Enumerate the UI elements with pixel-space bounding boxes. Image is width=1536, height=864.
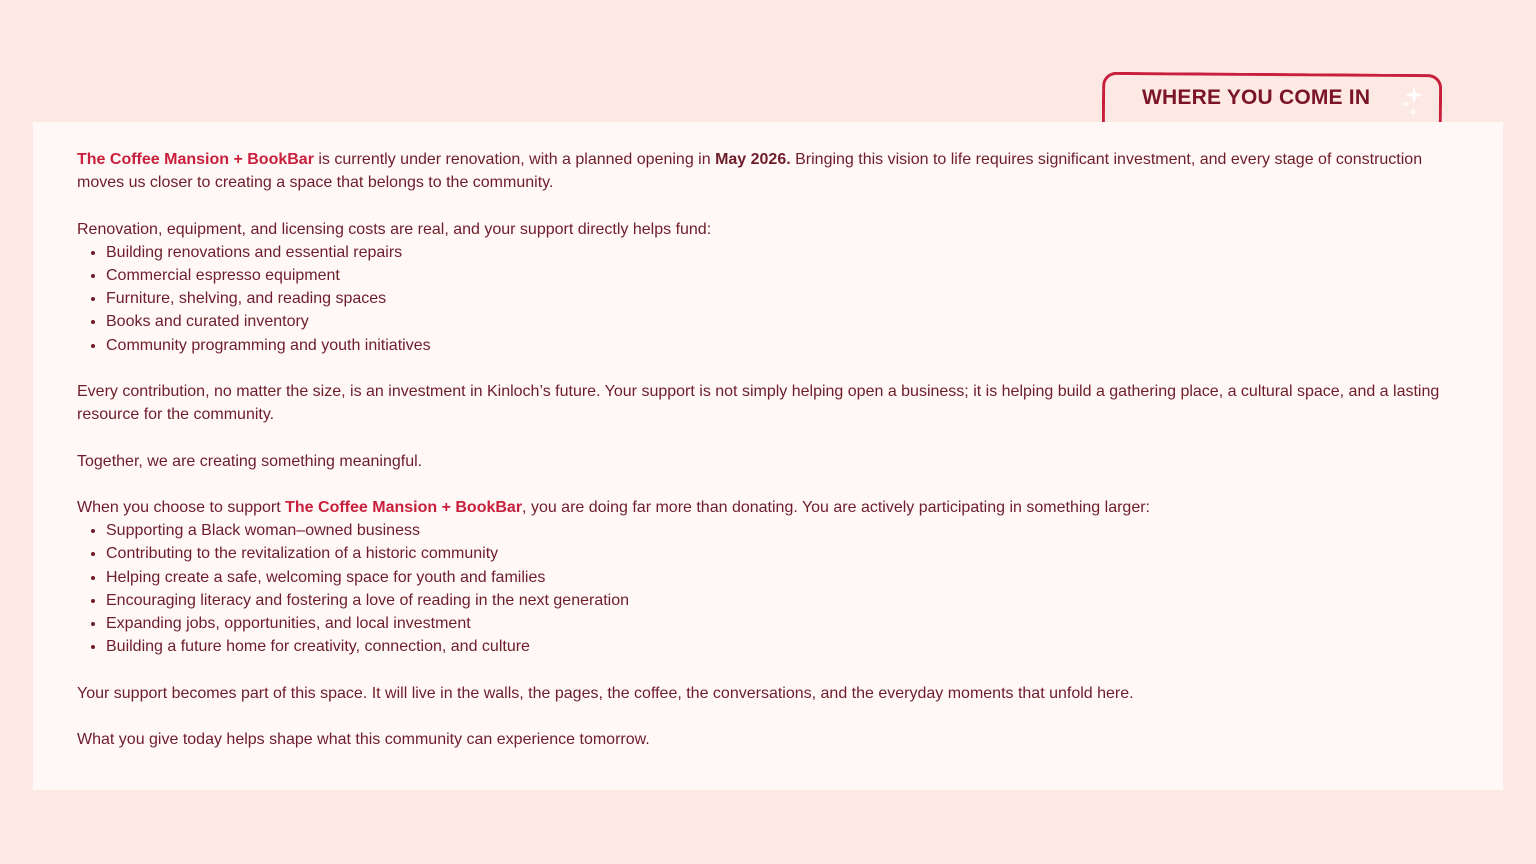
opening-date: May 2026.	[715, 151, 791, 168]
list-item: • Supporting a Black woman–owned business	[106, 519, 1459, 542]
list-item: • Expanding jobs, opportunities, and local investment	[106, 612, 1459, 635]
together-paragraph: Together, we are creating something meaningful.	[77, 452, 423, 470]
list-item: • Books and curated inventory	[106, 310, 1459, 333]
support-lead	[77, 496, 1459, 519]
brand-name: The Coffee Mansion + BookBar	[285, 498, 523, 516]
brand-name: The Coffee Mansion + BookBar	[77, 151, 314, 168]
support-prefix: When you choose to support	[77, 498, 286, 516]
support-list	[77, 519, 1459, 658]
costs-list	[77, 241, 1459, 357]
list-item: • Building renovations and essential repairs	[106, 241, 1459, 264]
costs-lead: Renovation, equipment, and licensing costs are real, and your support directly helps fund:	[77, 220, 712, 238]
content-panel	[33, 122, 1503, 790]
list-item: • Building a future home for creativity, connection, and culture	[106, 635, 1459, 658]
list-item: • Community programming and youth initiatives	[106, 334, 1459, 357]
intro-text-2: Bringing this vision to life requires significant investment, and every stage of construction moves us closer to creating a space that belongs to the community.	[77, 151, 1423, 192]
page-title: WHERE YOU COME IN	[1142, 86, 1371, 109]
list-item: • Commercial espresso equipment	[106, 264, 1459, 287]
intro-text-1: is currently under renovation, with a planned opening in	[313, 151, 716, 168]
list-item: • Encouraging literacy and fostering a love of reading in the next generation	[106, 589, 1459, 612]
list-item: • Contributing to the revitalization of a historic community	[106, 542, 1459, 565]
list-item: • Furniture, shelving, and reading spaces	[106, 287, 1459, 310]
closing-paragraph-2: What you give today helps shape what this community can experience tomorrow.	[77, 730, 650, 748]
closing-paragraph-1: Your support becomes part of this space. It will live in the walls, the pages, the coffee, the conversations, and the everyday moments that unfold here.	[77, 684, 1134, 702]
support-suffix: , you are doing far more than donating. You are actively participating in something larger:	[522, 498, 1150, 516]
list-item: • Helping create a safe, welcoming space for youth and families	[106, 566, 1459, 589]
contribution-paragraph: Every contribution, no matter the size, is an investment in Kinloch’s future. Your support is not simply helping open a business; it is helping build a gathering place, a cultural space, and a lasting resource for the community.	[77, 383, 1440, 424]
sparkle-icon	[1398, 84, 1428, 118]
intro-paragraph	[77, 148, 1459, 194]
